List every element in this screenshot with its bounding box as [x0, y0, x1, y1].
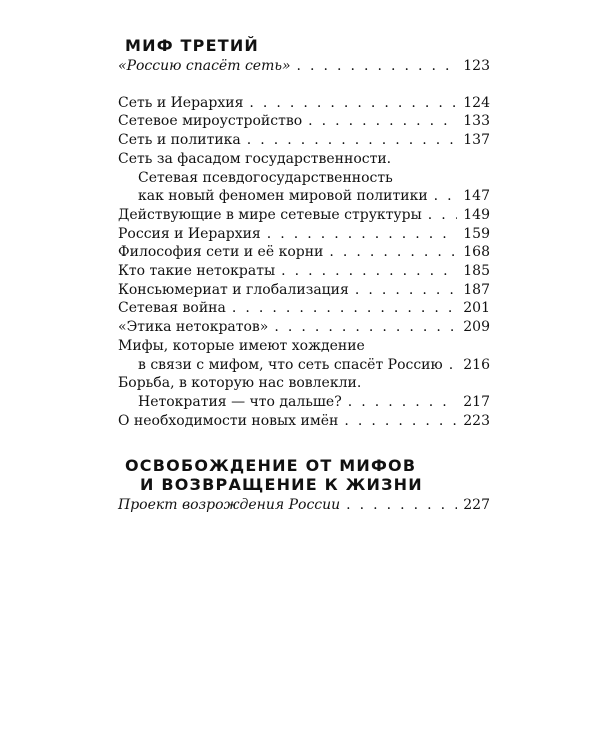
- toc-entry-title: Сетевая война: [118, 300, 226, 317]
- toc-entry-revival-project: [118, 496, 490, 515]
- dot-leader: [308, 112, 457, 131]
- toc-entry-struggle-line1: Борьба, в которую нас вовлекли.: [118, 375, 362, 392]
- toc-entry-title: Проект возрождения России: [118, 497, 341, 514]
- dot-leader: [449, 356, 458, 375]
- toc-entry: [118, 225, 490, 244]
- dot-leader: [274, 318, 457, 337]
- dot-leader: [329, 243, 457, 262]
- table-of-contents: [118, 36, 490, 515]
- dot-leader: [434, 187, 458, 206]
- toc-entry: [118, 206, 490, 225]
- toc-page-number: 216: [463, 356, 490, 373]
- toc-entry: [118, 94, 490, 113]
- toc-page-number: 209: [463, 319, 490, 336]
- toc-entry-myths-line2: [118, 356, 490, 375]
- toc-page-number: 159: [463, 225, 490, 242]
- toc-entry: [118, 262, 490, 281]
- toc-entry: [118, 299, 490, 318]
- toc-page-number: 137: [463, 132, 490, 149]
- toc-entry-title: Консьюмериат и глобализация: [118, 281, 349, 298]
- dot-leader: [281, 262, 457, 281]
- dot-leader: [355, 281, 457, 300]
- dot-leader: [267, 225, 458, 244]
- toc-page-number: 147: [463, 188, 490, 205]
- toc-entry-facade-line1: Сеть за фасадом государственности.: [118, 150, 392, 167]
- section-heading-liberation-line1: ОСВОБОЖДЕНИЕ ОТ МИФОВ: [125, 456, 417, 476]
- dot-leader: [346, 496, 457, 515]
- dot-leader: [232, 299, 457, 318]
- toc-entry-title: О необходимости новых имён: [118, 412, 339, 429]
- toc-page-number: 227: [463, 497, 490, 514]
- toc-entry-facade-line3: [118, 187, 490, 206]
- dot-leader: [297, 57, 458, 76]
- dot-leader: [348, 393, 458, 412]
- toc-page-number: 201: [463, 300, 490, 317]
- dot-leader: [249, 94, 457, 113]
- toc-entry-title: Кто такие нетократы: [118, 263, 276, 280]
- toc-entry-names: [118, 412, 490, 431]
- toc-entry-title: Россия и Иерархия: [118, 225, 261, 242]
- toc-entry-title: Сеть и политика: [118, 132, 241, 149]
- toc-page-number: 123: [463, 58, 490, 74]
- toc-entry: [118, 243, 490, 262]
- toc-entry-title: Нетократия — что дальше?: [138, 393, 342, 410]
- toc-page-number: 149: [463, 206, 490, 223]
- toc-entry-epigraph: [118, 57, 490, 76]
- dot-leader: [247, 131, 458, 150]
- toc-entry: [118, 112, 490, 131]
- toc-page-number: 187: [463, 281, 490, 298]
- toc-entry-title: Действующие в мире сетевые структуры: [118, 206, 422, 223]
- toc-entry-title: как новый феномен мировой политики: [138, 188, 428, 205]
- toc-entry-title: Сеть и Иерархия: [118, 94, 244, 111]
- toc-entry: [118, 131, 490, 150]
- toc-entry-title: в связи с мифом, что сеть спасёт Россию: [138, 356, 443, 373]
- section-heading-liberation-line2: И ВОЗВРАЩЕНИЕ К ЖИЗНИ: [140, 475, 423, 495]
- toc-entry-myths-line1: Мифы, которые имеют хождение: [118, 337, 365, 354]
- toc-page-number: 124: [463, 94, 490, 111]
- toc-entry: [118, 318, 490, 337]
- toc-entry-facade-line2: Сетевая псевдогосударственность: [138, 169, 393, 186]
- toc-page-number: 168: [463, 244, 490, 261]
- dot-leader: [344, 412, 457, 431]
- section-heading-myth-three: МИФ ТРЕТИЙ: [125, 36, 260, 55]
- toc-page-number: 133: [463, 113, 490, 130]
- toc-entry-title: «Этика нетократов»: [118, 319, 269, 336]
- toc-page-number: 185: [463, 263, 490, 280]
- toc-page-number: 223: [463, 412, 490, 429]
- toc-entry-struggle-line2: [118, 393, 490, 412]
- toc-page-number: 217: [463, 393, 490, 410]
- toc-entry-title: Сетевое мироустройство: [118, 113, 303, 130]
- toc-entry: [118, 281, 490, 300]
- dot-leader: [428, 206, 458, 225]
- toc-entry-title: «Россию спасёт сеть»: [118, 58, 291, 74]
- toc-entry-title: Философия сети и её корни: [118, 244, 324, 261]
